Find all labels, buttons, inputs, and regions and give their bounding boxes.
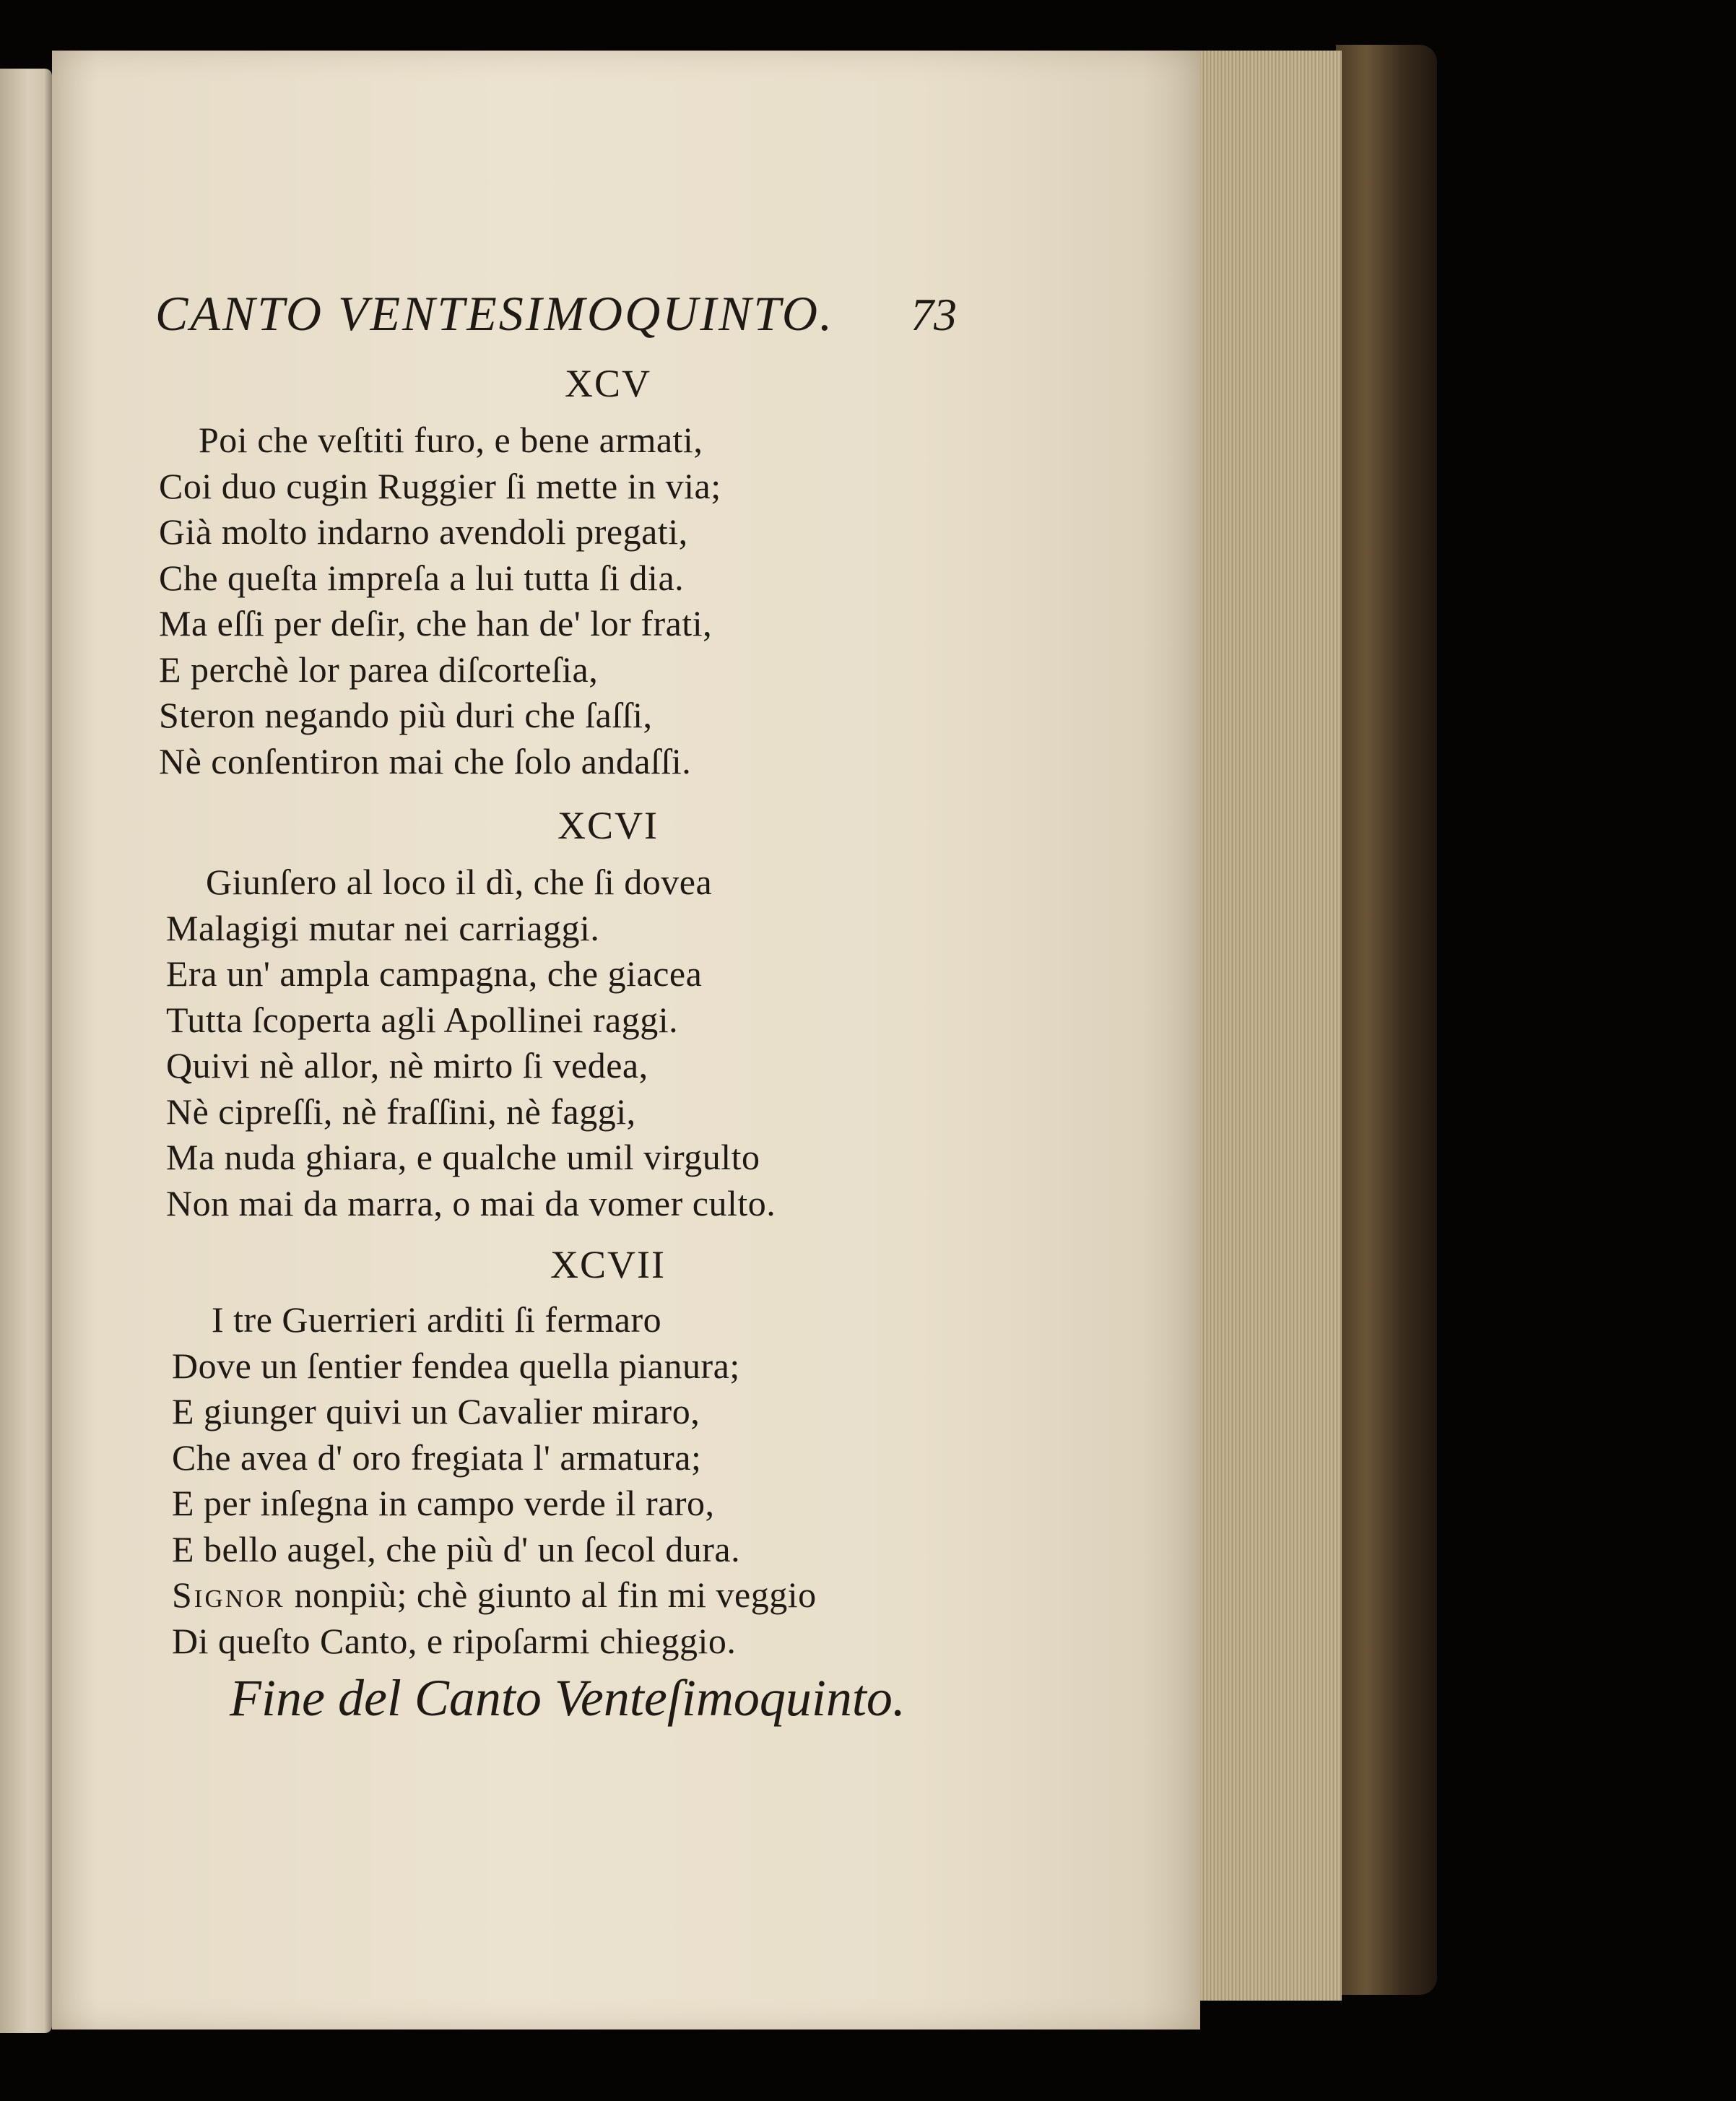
previous-page-edge bbox=[0, 69, 52, 2033]
verse-line: E bello augel, che più d' un ſecol dura. bbox=[172, 1528, 741, 1569]
running-title: CANTO VENTESIMOQUINTO. bbox=[155, 286, 835, 341]
page-block-edges bbox=[1184, 51, 1342, 2001]
verse-line-rest: nonpiù; chè giunto al fin mi veggio bbox=[294, 1574, 817, 1615]
stanza bbox=[159, 417, 1025, 784]
stanza bbox=[172, 1297, 1038, 1664]
verse-line: Malagigi mutar nei carriaggi. bbox=[166, 907, 600, 948]
verse-line: Steron negando più duri che ſaſſi, bbox=[159, 695, 653, 735]
verse-line: Quivi nè allor, nè mirto ſi vedea, bbox=[166, 1045, 648, 1086]
verse-line bbox=[172, 1572, 1038, 1619]
verse-line: Di queſto Canto, e ripoſarmi chieggio. bbox=[172, 1620, 737, 1661]
verse-line: Ma eſſi per deſir, che han de' lor frati, bbox=[159, 603, 713, 644]
signor-small-caps: Signor bbox=[172, 1574, 285, 1615]
book-cover-edge bbox=[1336, 45, 1437, 1995]
verse-line: Nè cipreſſi, nè fraſſini, nè faggi, bbox=[166, 1091, 636, 1132]
verse-line: Che queſta impreſa a lui tutta ſi dia. bbox=[159, 557, 685, 598]
verse-line: Tutta ſcoperta agli Apollinei raggi. bbox=[166, 999, 679, 1040]
verse-line: E giunger quivi un Cavalier miraro, bbox=[172, 1391, 700, 1431]
verse-line: Già molto indarno avendoli pregati, bbox=[159, 511, 688, 552]
stanza-number: XCVII bbox=[550, 1243, 666, 1286]
verse-line: E per inſegna in campo verde il raro, bbox=[172, 1483, 715, 1523]
running-head bbox=[155, 285, 957, 343]
verse-line: Poi che veſtiti furo, e bene armati, bbox=[199, 420, 703, 460]
verse-line: Che avea d' oro fregiata l' armatura; bbox=[172, 1437, 702, 1478]
page-number: 73 bbox=[911, 289, 957, 340]
verse-line: E perchè lor parea diſcorteſia, bbox=[159, 649, 599, 690]
verse-line: Nè conſentiron mai che ſolo andaſſi. bbox=[159, 740, 692, 781]
verse-line: Dove un ſentier fendea quella pianura; bbox=[172, 1345, 740, 1386]
canto-end-line: Fine del Canto Venteſimoquinto. bbox=[230, 1669, 906, 1727]
stanza-number: XCV bbox=[564, 362, 651, 405]
stanza bbox=[166, 859, 1033, 1226]
verse-line: Ma nuda ghiara, e qualche umil virgulto bbox=[166, 1137, 760, 1177]
verse-line: Non mai da marra, o mai da vomer culto. bbox=[166, 1182, 776, 1223]
stanza-number: XCVI bbox=[557, 804, 659, 847]
verse-line: Era un' ampla campagna, che giacea bbox=[166, 953, 703, 994]
verse-line: Coi duo cugin Ruggier ſi mette in via; bbox=[159, 465, 721, 506]
verse-line: Giunſero al loco il dì, che ſi dovea bbox=[206, 862, 713, 902]
verse-line: I tre Guerrieri arditi ſi fermaro bbox=[212, 1299, 662, 1340]
